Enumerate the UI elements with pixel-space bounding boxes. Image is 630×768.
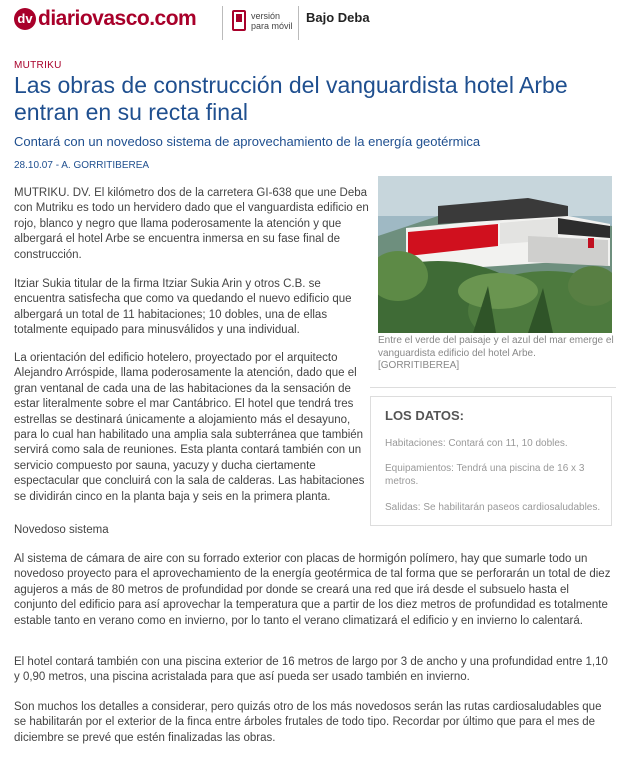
article-paragraph: La orientación del edificio hotelero, proyectado por el arquitecto Alejandro Arróspide, llama poderosamente la atención, dado que el gran ventanal de cada una de las habitaciones da la sensación de estar literalmente sobre el mar Cantábrico. El hotel que tendrá tres estrellas se destinará únicamente a alojamiento más el desayuno, para lo cual han habilitado una amplia sala subterránea que también servirá como sala de reuniones. Esta planta contará también con un servicio compuesto por sauna, yacuzy y ducha ciertamente espectacular que concluirá con la sala de calderas. Las habitaciones se dividirán cinco en la planta baja y seis en la primera planta. [14,352,365,503]
article-headline: Las obras de construcción del vanguardista hotel Arbe entran en su recta final [14,72,568,125]
mobile-version-label [251,11,293,31]
mobile-line-1: versión [251,10,281,21]
facts-box [370,396,612,526]
mobile-phone-icon [232,10,246,31]
article-subhead: Contará con un novedoso sistema de aprovechamiento de la energía geotérmica [14,134,481,149]
facts-title: LOS DATOS: [385,408,464,423]
facts-item: Equipamientos: Tendrá una piscina de 16 x 3 metros. [385,463,585,487]
article-photo[interactable] [378,176,612,333]
header-divider [298,6,299,40]
site-logo[interactable] [14,6,196,32]
article-kicker: MUTRIKU [14,60,62,71]
mobile-line-2: para móvil [251,20,293,31]
facts-item: Salidas: Se habilitarán paseos cardiosaludables. [385,502,601,513]
section-title[interactable]: Bajo Deba [306,10,370,25]
site-header [0,0,630,46]
header-divider [222,6,223,40]
article-subheading: Novedoso sistema [14,524,109,536]
photo-caption: Entre el verde del paisaje y el azul del mar emerge el vanguardista edificio del hotel Arbe. [GORRITIBEREA] [378,335,614,371]
article-byline: 28.10.07 - A. GORRITIBEREA [14,160,150,171]
article-paragraph: Itziar Sukia titular de la firma Itziar Sukia Arin y otros C.B. se encuentra satisfecha que como va quedando el nuevo edificio que albergará un total de 11 habitaciones; 10 dobles, una de ellas totalmente equipado para minusválidos y una individual. [14,278,352,337]
mobile-version-link[interactable] [232,10,293,31]
article-paragraph: MUTRIKU. DV. El kilómetro dos de la carretera GI-638 que une Deba con Mutriku es todo un hervidero dado que el vanguardista edificio en rojo, blanco y negro que llama poderosamente la atención y que albergará el hotel Arbe se encuentra inmersa en su fase final de construcción. [14,187,369,261]
logo-dv-icon: dv [14,8,36,30]
divider [370,387,616,388]
logo-text: diariovasco.com [38,7,197,30]
article-paragraph: Son muchos los detalles a considerar, pero quizás otro de los más novedosos serán las rutas cardiosaludables que se habilitarán por el exterior de la finca entre árboles frutales de todo tipo. Recordar por último que para el mes de diciembre se prevé que estén finalizadas las obras. [14,701,602,744]
article-paragraph: El hotel contará también con una piscina exterior de 16 metros de largo por 3 de ancho y una profundidad entre 1,10 y 0,90 metros, una piscina acristalada para que así pueda ser usado también en invierno. [14,656,608,684]
facts-item: Habitaciones: Contará con 11, 10 dobles. [385,438,568,449]
hotel-building-image [378,176,612,333]
article-paragraph: Al sistema de cámara de aire con su forrado exterior con placas de hormigón polímero, hay que sumarle todo un novedoso proyecto para el aprovechamiento de la energía geotérmica de tal forma que se perforarán un total de diez agujeros a más de 80 metros de profundidad por donde se creará una red que irá desde el subsuelo hasta el conjunto del edificio para así aprovechar la temperatura que a partir de los diez metros de profundidad es totalmente estable tanto en verano como en invierno, por lo tanto el verano climatizará el edificio y en invierno lo calentará. [14,553,611,627]
